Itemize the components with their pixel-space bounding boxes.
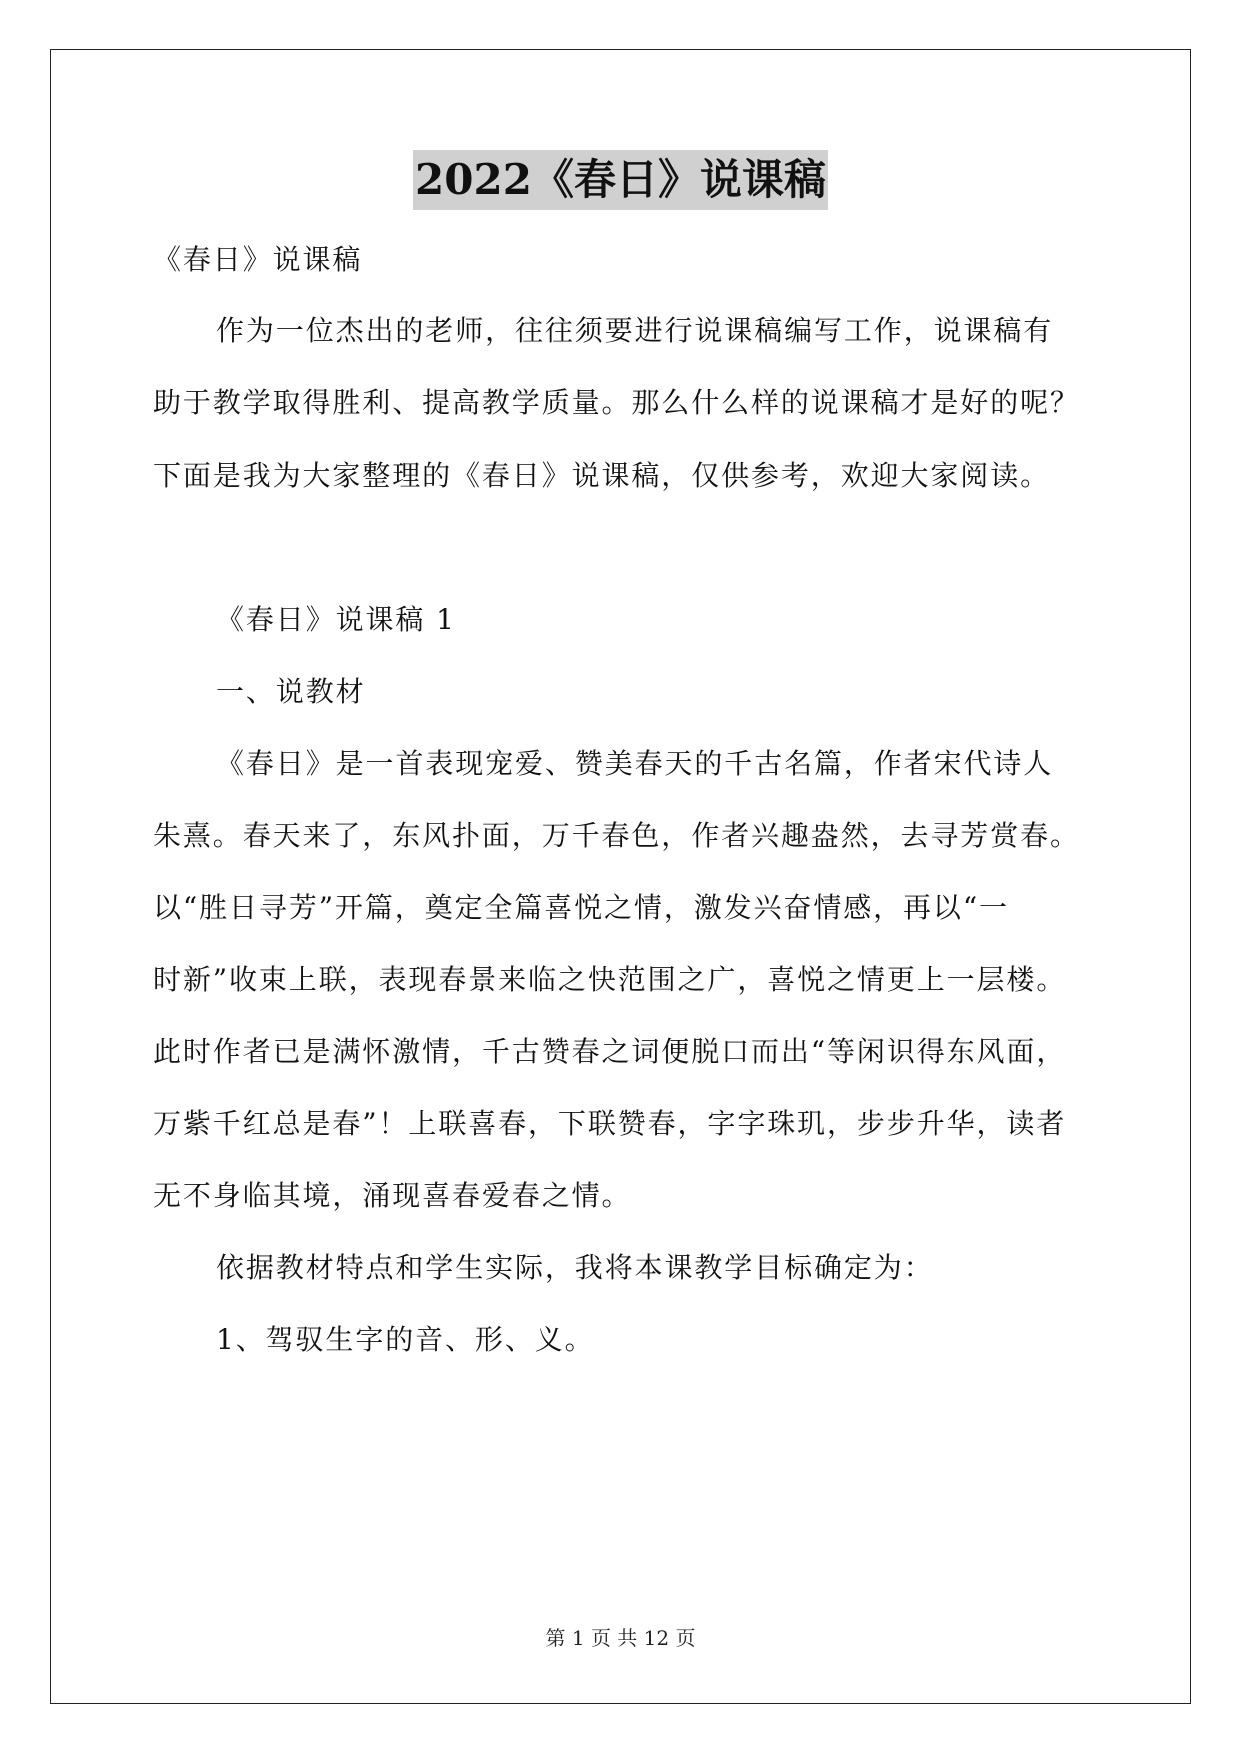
section-heading: 《春日》说课稿 1 <box>216 603 456 636</box>
paragraph-line: 无不身临其境，涌现喜春爱春之情。 <box>153 1179 632 1212</box>
paragraph-line: 依据教材特点和学生实际，我将本课教学目标确定为： <box>216 1251 934 1284</box>
paragraph-line: 朱熹。春天来了，东风扑面，万千春色，作者兴趣盎然，去寻芳赏春。 <box>153 819 1080 852</box>
paragraph-line: 《春日》是一首表现宠爱、赞美春天的千古名篇，作者宋代诗人 <box>216 747 1054 780</box>
document-title: 2022《春日》说课稿 <box>413 150 828 210</box>
paragraph-line: 此时作者已是满怀激情，千古赞春之词便脱口而出“等闲识得东风面， <box>153 1035 1067 1068</box>
paragraph-line: 以“胜日寻芳”开篇，奠定全篇喜悦之情，激发兴奋情感，再以“一 <box>153 891 1009 924</box>
paragraph-line: 作为一位杰出的老师，往往须要进行说课稿编写工作，说课稿有 <box>216 314 1054 347</box>
page-footer: 第 1 页 共 12 页 <box>545 1626 696 1650</box>
paragraph-line: 万紫千红总是春”！上联喜春，下联赞春，字字珠玑，步步升华，读者 <box>153 1107 1067 1140</box>
subtitle-line: 《春日》说课稿 <box>153 243 363 276</box>
title-wrap <box>0 150 1241 210</box>
page-border <box>50 49 1191 1704</box>
subsection-heading: 一、说教材 <box>216 675 366 708</box>
paragraph-line: 下面是我为大家整理的《春日》说课稿，仅供参考，欢迎大家阅读。 <box>153 459 1051 492</box>
paragraph-line: 时新”收束上联，表现春景来临之快范围之广，喜悦之情更上一层楼。 <box>153 963 1067 996</box>
list-item: 1、驾驭生字的音、形、义。 <box>216 1323 595 1356</box>
paragraph-line: 助于教学取得胜利、提高教学质量。那么什么样的说课稿才是好的呢？ <box>153 386 1080 419</box>
